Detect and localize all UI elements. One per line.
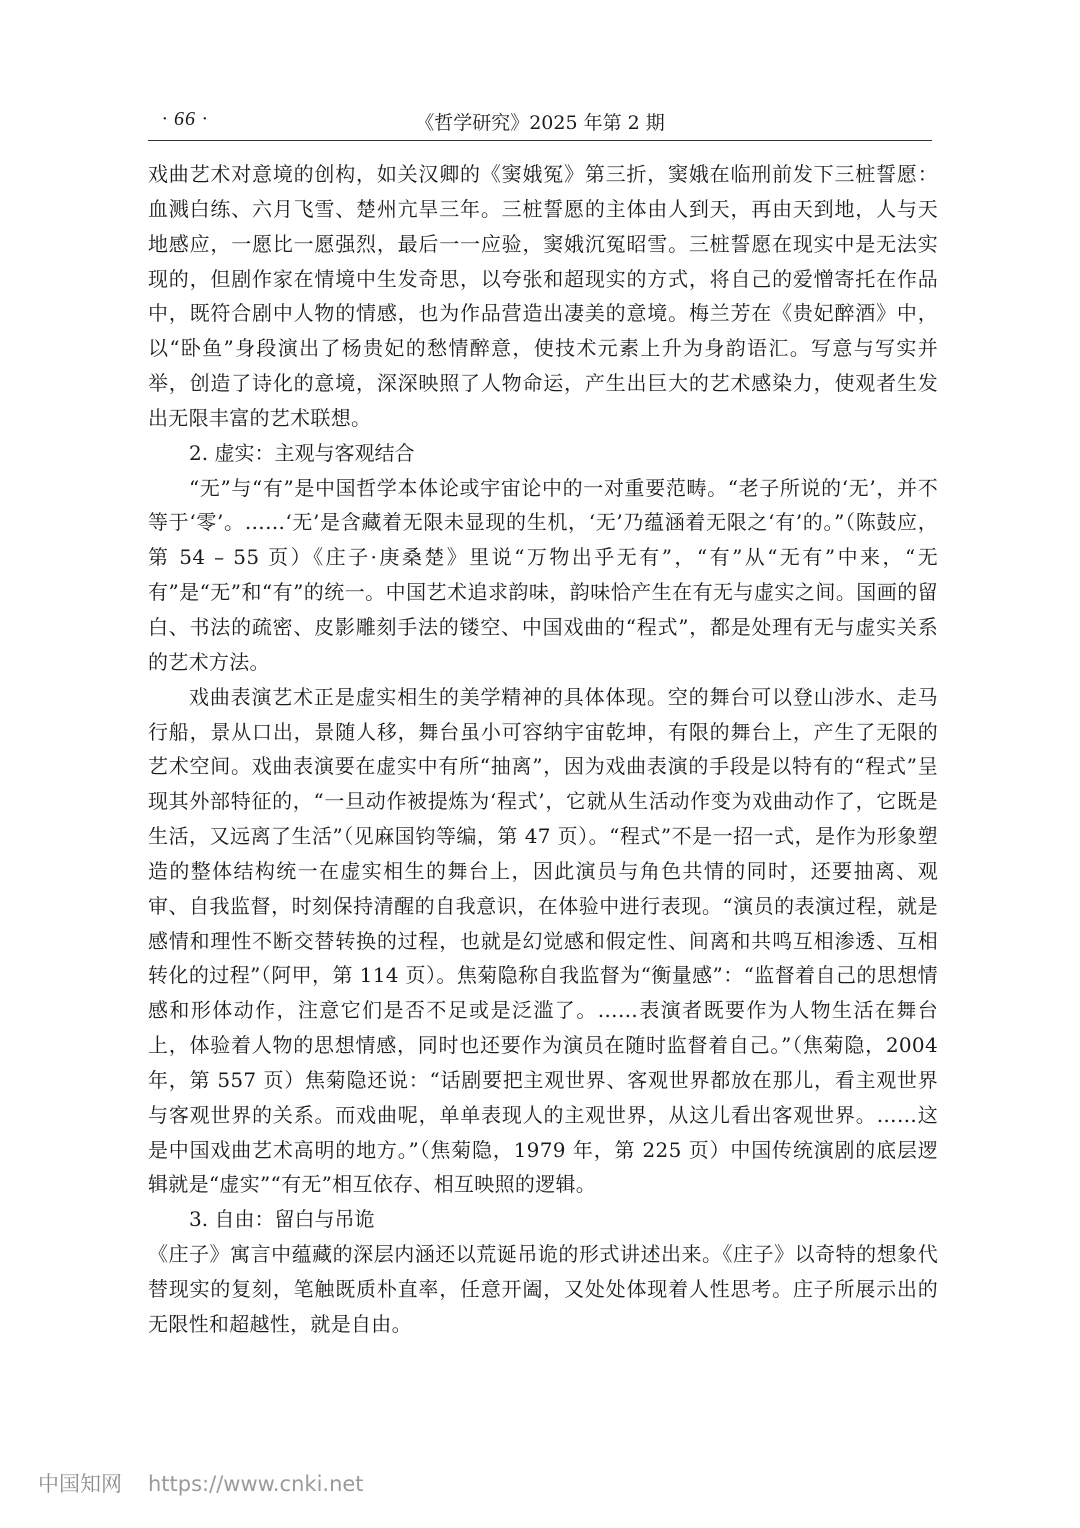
- section-heading-3: 3. 自由：留白与吊诡: [189, 1207, 375, 1232]
- paragraph: 戏曲表演艺术正是虚实相生的美学精神的具体体现。空的舞台可以登山涉水、走马行船，景从口出，景随人移，舞台虽小可容纳宇宙乾坤，有限的舞台上，产生了无限的艺术空间。戏曲表演要在虚实中有所“抽离”，因为戏曲表演的手段是以特有的“程式”呈现其外部特征的，“一旦动作被提炼为‘程式’，它就从生活动作变为戏曲动作了，它既是生活，又远离了生活”（见麻国钧等编，第 47 页）。“程式”不是一招一式，是作为形象塑造的整体结构统一在虚实相生的舞台上，因此演员与角色共情的同时，还要抽离、观审、自我监督，时刻保持清醒的自我意识，在体验中进行表现。“演员的表演过程，就是感情和理性不断交替转换的过程，也就是幻觉感和假定性、间离和共鸣互相渗透、互相转化的过程”（阿甲，第 114 页）。焦菊隐称自我监督为“衡量感”：“监督着自己的思想情感和形体动作，注意它们是否不足或是泛滥了。……表演者既要作为人物生活在舞台上，体验着人物的思想情感，同时也还要作为演员在随时监督着自己。”（焦菊隐，2004 年，第 557 页）焦菊隐还说：“话剧要把主观世界、客观世界都放在那儿，看主观世界与客观世界的关系。而戏曲呢，单单表现人的主观世界，从这儿看出客观世界。……这是中国戏曲艺术高明的地方。”（焦菊隐，1979 年，第 225 页）中国传统演剧的底层逻辑就是“虚实”“有无”相互依存、相互映照的逻辑。: [148, 684, 938, 1197]
- journal-title: 《哲学研究》2025 年第 2 期: [415, 112, 665, 134]
- page-number: · 66 ·: [162, 108, 208, 130]
- watermark-url[interactable]: https://www.cnki.net: [148, 1472, 364, 1496]
- section-heading-2: 2. 虚实：主观与客观结合: [189, 440, 415, 465]
- watermark-brand: 中国知网: [38, 1472, 122, 1496]
- article-body: [148, 157, 938, 1342]
- cnki-watermark: [38, 1468, 364, 1498]
- paragraph-continued: 戏曲艺术对意境的创构，如关汉卿的《窦娥冤》第三折，窦娥在临刑前发下三桩誓愿：血溅白练、六月飞雪、楚州亢旱三年。三桩誓愿的主体由人到天，再由天到地，人与天地感应，一愿比一愿强烈，最后一一应验，窦娥沉冤昭雪。三桩誓愿在现实中是无法实现的，但剧作家在情境中生发奇思，以夸张和超现实的方式，将自己的爱憎寄托在作品中，既符合剧中人物的情感，也为作品营造出凄美的意境。梅兰芳在《贵妃醉酒》中，以“卧鱼”身段演出了杨贵妃的愁情醉意，使技术元素上升为身韵语汇。写意与写实并举，创造了诗化的意境，深深映照了人物命运，产生出巨大的艺术感染力，使观者生发出无限丰富的艺术联想。: [148, 162, 938, 430]
- paragraph: 《庄子》寓言中蕴藏的深层内涵还以荒诞吊诡的形式讲述出来。《庄子》以奇特的想象代替现实的复刻，笔触既质朴直率，任意开阖，又处处体现着人性思考。庄子所展示出的无限性和超越性，就是自由。: [148, 1242, 938, 1336]
- header-rule: [148, 140, 932, 141]
- paragraph: “无”与“有”是中国哲学本体论或宇宙论中的一对重要范畴。“老子所说的‘无’，并不等于‘零’。……‘无’是含藏着无限未显现的生机，‘无’乃蕴涵着无限之‘有’的。”（陈鼓应，第 54 – 55 页）《庄子·庚桑楚》里说“万物出乎无有”，“有”从“无有”中来，“无有”是“无”和“有”的统一。中国艺术追求韵味，韵味恰产生在有无与虚实之间。国画的留白、书法的疏密、皮影雕刻手法的镂空、中国戏曲的“程式”，都是处理有无与虚实关系的艺术方法。: [148, 475, 938, 674]
- running-header: [148, 108, 932, 140]
